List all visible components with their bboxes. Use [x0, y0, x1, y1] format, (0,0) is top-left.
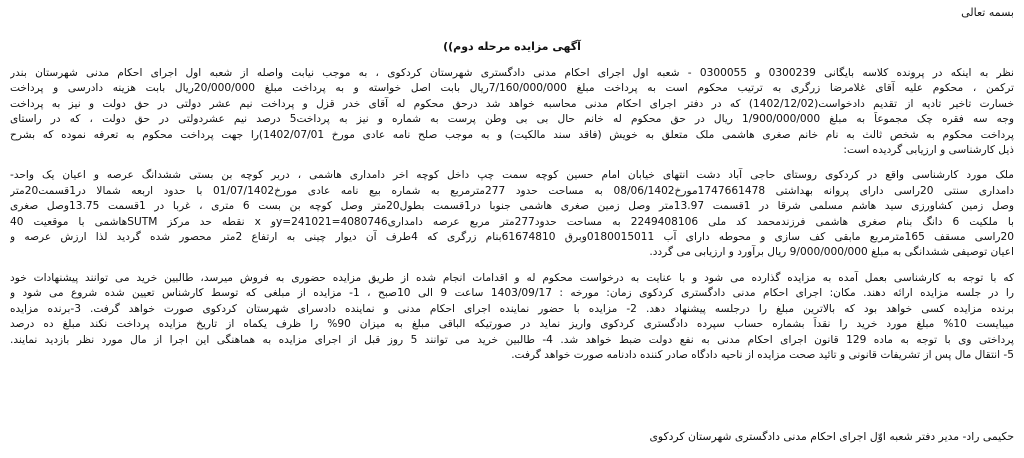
paragraph-property [10, 168, 1014, 260]
bismillah-heading: بسمه تعالی [961, 6, 1014, 19]
text-line: پرداختی وی با توجه به ماده 129 قانون اجرای احکام مدنی به نفع دولت ضبط خواهد شد. 4- طالبین خرید می توانند 5 روز قبل از اجرای مزایده به هماهنگی این اجرا از مال مورد نظر بازدید نمایند. [10, 333, 1014, 346]
text-line: وصل زمین کشاورزی سید هاشم مسلمی شرقا در 1قسمت 13.97متر وصل زمین صغری هاشمی جنوبا در1قسمت بطول20متر وصل کوچه بن بست 6 متری ، غربا در 1قسمت 13.75وصل صغری [10, 200, 1014, 213]
text-line: 5- انتقال مال پس از تشریفات قانونی و تائید صحت مزایده از ناحیه دادگاه صادر کننده دادنامه صورت خواهد گرفت. [511, 348, 1014, 361]
text-line: اعیان توصیفی ششدانگی به مبلغ 9/000/000/000 ریال برآورد و ارزیابی می گردد. [649, 246, 1014, 259]
text-line: با ملکیت 6 دانگ بنام صغری هاشمی فرزندمحمد کد ملی 2249408106 به مساحت حدود277متر مربع عرصه دامداری4080746=y=241021و x نقطه حد مرکز SUTMهاشمی با موقعیت 40 [10, 215, 1014, 228]
text-line: ذیل کارشناسی و ارزیابی گردیده است: [843, 144, 1014, 157]
text-line: پرداخت محکوم به شخص ثالث به نام خانم صغری هاشمی ملک متعلق به خویش (فاقد سند مالکیت) و به موجب صلح نامه عادی مورخ 1402/07/01)را جهت پرداخت محکوم به تعرفه نموده که بشرح [10, 128, 1014, 141]
notice-body [10, 66, 1014, 373]
text-line: که با توجه به کارشناسی بعمل آمده به مزایده گذارده می شود و با عنایت به درخواست محکوم له و اقدامات انجام شده از طریق مزایده حضوری به فروش میرسد، طالبین خرید می توانند پیشنهادات خود [10, 271, 1014, 284]
paragraph-auction-terms [10, 271, 1014, 363]
text-line: میبایست 10% مبلغ مورد خرید را نقداً بشماره حساب سپرده دادگستری کردکوی واریز نماید در صورتیکه الباقی مبلغ به میزان 90% را ظرف یکماه از تاریخ مزایده پرداخت نکند مبلغ ده درصد [10, 318, 1014, 331]
paragraph-judgment [10, 66, 1014, 158]
text-line: وجه سه فقره چک مجموعاً به مبلغ 1/900/000/000 ریال در حق محکوم له خانم حال بی بی وطن پرست به شماره و نیز به پرداخت5 درصد نیم عشردولتی در حق دولت ، که در راستای [10, 113, 1014, 126]
text-line: را در جلسه مزایده ارائه دهند. مکان: اجرای احکام مدنی دادگستری کردکوی زمان: مورخه : 1403/09/17 ساعت 9 الی 10صبح ، 1- مزایده از مبلغی که توسط کارشناس تعیین شده شروع می شود و [10, 287, 1014, 300]
text-line: خسارت تاخیر تادیه از تقدیم دادخواست(1402/12/02) که در دفتر اجرای احکام مدنی محاسبه خواهد شد درحق محکوم له آقای خدر قزل و پرداخت نیم عشر دولتی در حق دولت و نیز به پرداخت [10, 97, 1014, 110]
text-line: نظر به اینکه در پرونده کلاسه بایگانی 0300239 و 0300055 - شعبه اول اجرای احکام مدنی دادگستری شهرستان کردکوی ، به موجب نیابت واصله از شعبه اول اجرای احکام مدنی شهرستان بندر [10, 67, 1014, 79]
text-line: برنده مزایده کسی خواهد بود که بالاترین مبلغ را درجلسه پیشنهاد دهد. 2- مزایده با حضور نماینده اجرای احکام مدنی و نماینده دادسرای شهرستان کردکوی صورت خواهد گرفت. 3-برنده مزایده [10, 302, 1014, 315]
text-line: 20راسی مسقف 165مترمربع مابقی کف سازی و محوطه دارای آب 0180015011وبرق 61674810بنام زرگری که 4طرف آن دیوار چینی به ارتفاع 2متر محصور شده گردید لذا ارزش عرصه و [10, 231, 1014, 244]
text-line: ملک مورد کارشناسی واقع در کردکوی روستای حاجی آباد دشت انتهای خیابان امام حسین کوچه سمت چپ داخل کوچه اخر دامداری هاشمی ، دربر کوچه بن بستی ششدانگ عرصه و اعیان یک واحد- [10, 169, 1014, 182]
notice-title: آگهی مزایده مرحله دوم)) [443, 40, 581, 53]
text-line: ترکمن ، محکوم علیه آقای غلامرضا زرگری به ترتیب محکوم است به پرداخت مبلغ 7/160/000/000ریال بابت اصل خواسته و به پرداخت مبلغ 20/000/000ریال بابت هزینه دادرسی و پرداخت [10, 82, 1014, 95]
signature-line: حکیمی راد- مدیر دفتر شعبه اوّل اجرای احکام مدنی دادگستری شهرستان کردکوی [649, 430, 1014, 443]
text-line: دامداری سنتی 20راسی دارای پروانه بهداشتی 1747661478مورخ08/06/1402 به مساحت حدود 277مترمربع به شماره بیع نامه عادی مورخ01/07/1402 با حدود اربعه شمالا در1قسمت20متر [10, 184, 1014, 197]
